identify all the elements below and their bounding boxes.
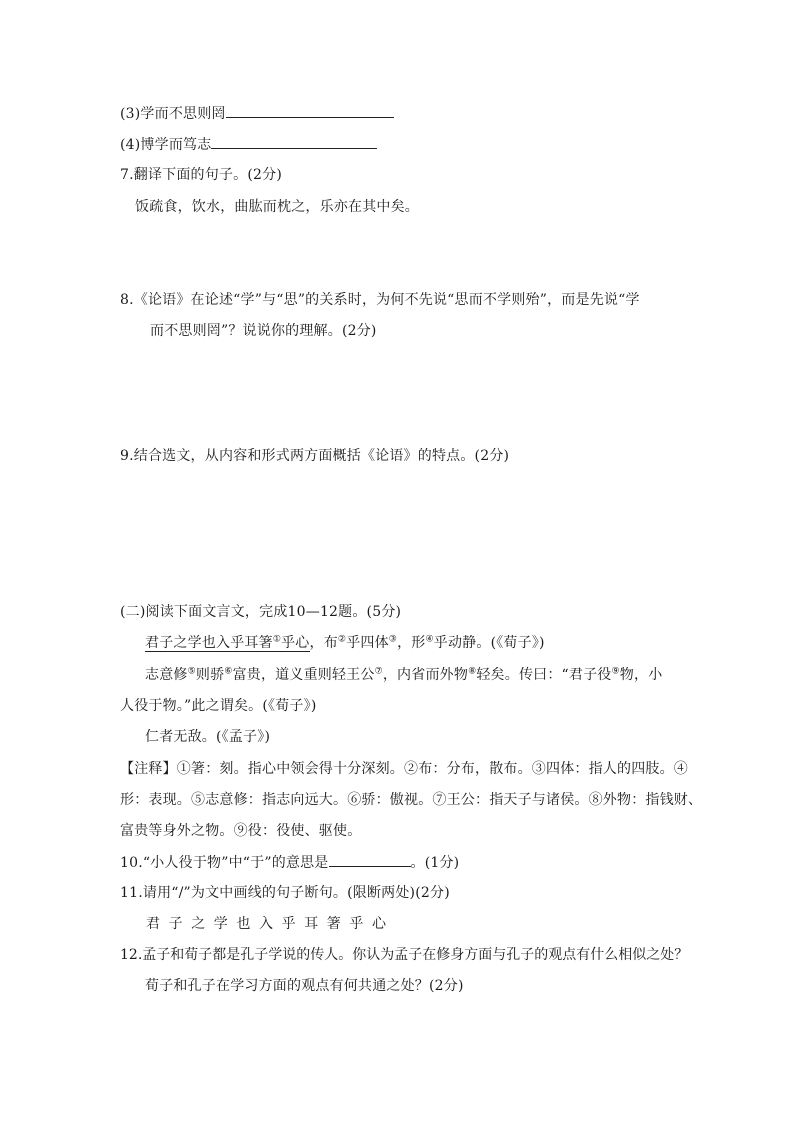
q6-item-3-text: (3)学而不思则罔	[120, 106, 226, 122]
annotation-mark-4: ④	[425, 634, 434, 645]
passage-text: 乎四体	[346, 635, 389, 651]
q6-item-4	[120, 135, 377, 154]
notes-line-2: 形：表现。⑤志意修：指志向远大。⑥骄：傲视。⑦王公：指天子与诸侯。⑧外物：指钱财、	[120, 792, 703, 808]
passage-paragraph-3: 仁者无敌。(《孟子》)	[145, 729, 271, 745]
q10-text: 10.“小人役于物”中“于”的意思是	[120, 855, 329, 871]
annotation-mark-5: ⑤	[187, 666, 196, 677]
annotation-mark-8: ⑧	[468, 666, 477, 677]
underlined-part-a: 君子之学也入乎耳箸	[145, 635, 273, 651]
section-2-title: (二)阅读下面文言文，完成10—12题。(5分)	[120, 604, 402, 620]
q11-question: 11.请用“/”为文中画线的句子断句。(限断两处)(2分)	[120, 885, 450, 901]
annotation-mark-6: ⑥	[224, 666, 233, 677]
q6-item-3	[120, 104, 394, 123]
passage-text: 轻矣。传曰：“君子役	[476, 667, 612, 683]
q11-sentence: 君子之学也入乎耳箸乎心	[146, 916, 395, 932]
passage-text: 富贵，道义重则轻王公	[232, 667, 375, 683]
q6-item-3-answer-blank[interactable]	[226, 104, 394, 118]
passage-paragraph-1	[145, 634, 545, 652]
q7-title: 7.翻译下面的句子。(2分)	[120, 167, 282, 183]
q12-line-2: 荀子和孔子在学习方面的观点有何共通之处？(2分)	[145, 978, 464, 994]
q12-line-1: 12.孟子和荀子都是孔子学说的传人。你认为孟子在修身方面与孔子的观点有什么相似之处？	[120, 947, 689, 963]
q10-answer-blank[interactable]	[329, 853, 411, 867]
q6-item-4-text: (4)博学而笃志	[120, 137, 212, 153]
q10-score: 。(1分)	[410, 855, 460, 871]
underlined-part-b: 乎心	[281, 635, 310, 651]
annotation-mark-3: ③	[388, 634, 398, 645]
passage-text: 乎动静。(《荀子》)	[433, 635, 545, 651]
passage-text: ，布	[309, 635, 338, 651]
q6-item-4-answer-blank[interactable]	[211, 135, 377, 149]
passage-paragraph-2-cont: 人役于物。”此之谓矣。(《荀子》)	[120, 698, 317, 714]
q10-question	[120, 853, 459, 872]
q8-line-1: 8.《论语》在论述“学”与“思”的关系时，为何不先说“思而不学则殆”，而是先说“学	[120, 292, 640, 308]
annotation-mark-1: ①	[272, 634, 282, 645]
passage-text: 志意修	[145, 667, 188, 683]
notes-line-1: 【注释】①箸：刻。指心中领会得十分深刻。②布：分布，散布。③四体：指人的四肢。④	[120, 761, 688, 777]
passage-text: 物，小	[619, 667, 663, 683]
annotation-mark-2: ②	[337, 634, 347, 645]
annotation-mark-7: ⑦	[374, 666, 383, 677]
passage-paragraph-2	[145, 666, 662, 684]
q8-line-2: 而不思则罔”？说说你的理解。(2分)	[150, 323, 377, 339]
notes-line-3: 富贵等身外之物。⑨役：役使、驱使。	[120, 823, 362, 839]
passage-text: 则骄	[195, 667, 225, 683]
passage-text: ，内省而外物	[382, 667, 469, 683]
passage-text: ，形	[397, 635, 426, 651]
q7-sentence: 饭疏食，饮水，曲肱而枕之，乐亦在其中矣。	[135, 199, 419, 215]
underlined-sentence	[145, 635, 310, 652]
q9-question: 9.结合选文，从内容和形式两方面概括《论语》的特点。(2分)	[120, 448, 510, 464]
annotation-mark-9: ⑨	[611, 666, 620, 677]
